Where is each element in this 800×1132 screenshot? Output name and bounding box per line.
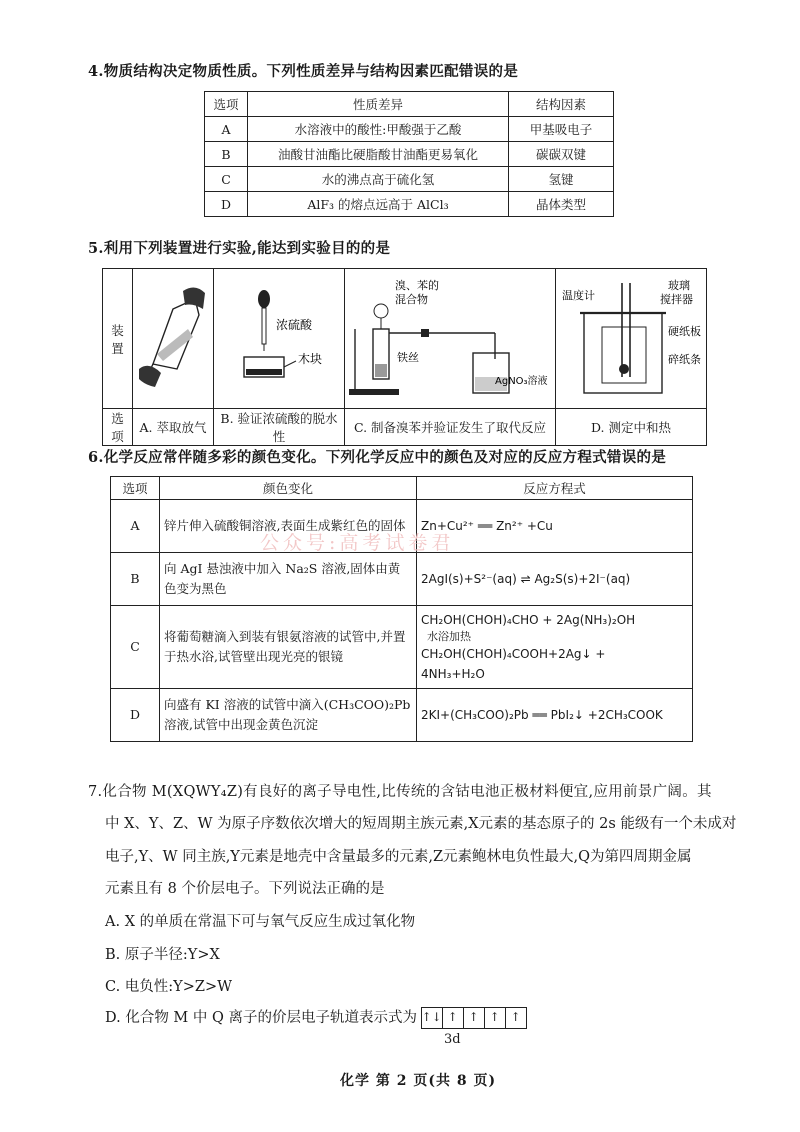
factor-cell: 碳碳双键 (509, 142, 614, 167)
orbital-box: ↑ (484, 1007, 506, 1029)
equation-line-1: CH₂OH(CHOH)₄CHO + 2Ag(NH₃)₂OH (421, 613, 636, 627)
orbital-label: 3d (444, 1032, 461, 1047)
separatory-funnel-illustration (133, 269, 213, 405)
label-glass: 玻璃 (668, 279, 690, 292)
diff-cell: AlF₃ 的熔点远高于 AlCl₃ (248, 192, 509, 217)
header-option: 选项 (205, 92, 248, 117)
q4-stem: 4.物质结构决定物质性质。下列性质差异与结构因素匹配错误的是 (88, 63, 519, 80)
q7-line-4: 元素且有 8 个价层电子。下列说法正确的是 (105, 881, 385, 897)
dropper-illustration (214, 269, 344, 405)
header-factor: 结构因素 (509, 92, 614, 117)
table-row (205, 117, 614, 142)
q7-option-c: C. 电负性:Y>Z>W (105, 979, 233, 995)
q5-table (102, 268, 707, 446)
table-header-row (205, 92, 614, 117)
watermark: 公众号:高考试卷君 (260, 532, 455, 554)
label-stirrer: 搅拌器 (660, 293, 693, 306)
header-option: 选项 (111, 477, 160, 500)
q6-table (110, 476, 693, 742)
device-d-cell (556, 269, 707, 409)
label-wood: 木块 (298, 352, 323, 366)
option-a: A. 萃取放气 (133, 409, 214, 446)
label-paper-strips: 碎纸条 (668, 353, 701, 366)
factor-cell: 晶体类型 (509, 192, 614, 217)
option-b: B. 验证浓硫酸的脱水性 (214, 409, 345, 446)
header-color: 颜色变化 (160, 477, 417, 500)
row-label-option: 选项 (103, 409, 133, 446)
label-mix2: 混合物 (395, 293, 428, 306)
table-row (111, 553, 693, 606)
q6-stem: 6.化学反应常伴随多彩的颜色变化。下列化学反应中的颜色及对应的反应方程式错误的是 (88, 449, 667, 466)
table-row (111, 606, 693, 689)
label-agno3: AgNO₃溶液 (495, 376, 548, 387)
header-diff: 性质差异 (248, 92, 509, 117)
orbital-box: ↑ (442, 1007, 464, 1029)
option-c: C. 制备溴苯并验证发生了取代反应 (345, 409, 556, 446)
color-cell: 锌片伸入硫酸铜溶液,表面生成紫红色的固体 (160, 500, 417, 553)
orbital-box: ↑ (505, 1007, 527, 1029)
option-d-text: D. 化合物 M 中 Q 离子的价层电子轨道表示式为 (105, 1010, 417, 1026)
equation-cell (417, 606, 693, 689)
factor-cell: 甲基吸电子 (509, 117, 614, 142)
equation-cell: Zn+Cu²⁺ ══ Zn²⁺ +Cu (417, 500, 693, 553)
diff-cell: 油酸甘油酯比硬脂酸甘油酯更易氧化 (248, 142, 509, 167)
option-letter: D (205, 192, 248, 217)
option-letter: A (205, 117, 248, 142)
q7-option-a: A. X 的单质在常温下可与氧气反应生成过氧化物 (105, 914, 416, 930)
options-row (103, 409, 707, 446)
device-b-cell (214, 269, 345, 409)
orbital-box: ↑↓ (421, 1007, 443, 1029)
color-cell: 将葡萄糖滴入到装有银氨溶液的试管中,并置于热水浴,试管壁出现光亮的银镜 (160, 606, 417, 689)
orbital-box: ↑ (463, 1007, 485, 1029)
table-row (205, 167, 614, 192)
label-thermometer: 温度计 (562, 289, 595, 302)
row-label-device: 装置 (103, 269, 133, 409)
table-row (205, 192, 614, 217)
label-iron-wire: 铁丝 (397, 351, 419, 364)
equation-condition: 水浴加热 (427, 630, 471, 643)
option-letter: C (111, 606, 160, 689)
orbital-diagram (422, 1007, 527, 1029)
label-mix: 溴、苯的 (395, 279, 439, 292)
equation-cell: 2AgI(s)+S²⁻(aq) ⇌ Ag₂S(s)+2I⁻(aq) (417, 553, 693, 606)
header-equation: 反应方程式 (417, 477, 693, 500)
q4-table (204, 91, 614, 217)
option-d: D. 测定中和热 (556, 409, 707, 446)
device-c-cell (345, 269, 556, 409)
equation-line-3: 4NH₃+H₂O (421, 667, 485, 681)
q7-option-d (105, 1006, 527, 1029)
page-footer: 化学 第 2 页(共 8 页) (340, 1073, 497, 1089)
option-letter: B (111, 553, 160, 606)
option-letter: C (205, 167, 248, 192)
diff-cell: 水溶液中的酸性:甲酸强于乙酸 (248, 117, 509, 142)
equation-cell: 2KI+(CH₃COO)₂Pb ══ PbI₂↓ +2CH₃COOK (417, 689, 693, 742)
q5-stem: 5.利用下列装置进行实验,能达到实验目的的是 (88, 240, 391, 257)
q7-line-3: 电子,Y、W 同主族,Y元素是地壳中含量最多的元素,Z元素鲍林电负性最大,Q为第四周期金属 (105, 849, 692, 865)
label-conc-acid: 浓硫酸 (276, 318, 313, 332)
option-letter: A (111, 500, 160, 553)
color-cell: 向 AgI 悬浊液中加入 Na₂S 溶液,固体由黄色变为黑色 (160, 553, 417, 606)
option-letter: B (205, 142, 248, 167)
diff-cell: 水的沸点高于硫化氢 (248, 167, 509, 192)
q7-line-2: 中 X、Y、Z、W 为原子序数依次增大的短周期主族元素,X元素的基态原子的 2s 能级有一个未成对 (105, 816, 737, 832)
factor-cell: 氢键 (509, 167, 614, 192)
q7-option-b: B. 原子半径:Y>X (105, 947, 220, 963)
color-cell: 向盛有 KI 溶液的试管中滴入(CH₃COO)₂Pb 溶液,试管中出现金黄色沉淀 (160, 689, 417, 742)
device-a-cell (133, 269, 214, 409)
label-cardboard: 硬纸板 (668, 325, 701, 338)
device-row (103, 269, 707, 409)
option-letter: D (111, 689, 160, 742)
table-row (205, 142, 614, 167)
table-header-row (111, 477, 693, 500)
q7-line-1: 7.化合物 M(XQWY₄Z)有良好的离子导电性,比传统的含钴电池正极材料便宜,应用前景广阔。其 (88, 784, 712, 800)
bromobenzene-apparatus-illustration (345, 269, 555, 405)
table-row (111, 689, 693, 742)
calorimeter-illustration (556, 269, 706, 405)
equation-line-2: CH₂OH(CHOH)₄COOH+2Ag↓ + (421, 647, 606, 661)
